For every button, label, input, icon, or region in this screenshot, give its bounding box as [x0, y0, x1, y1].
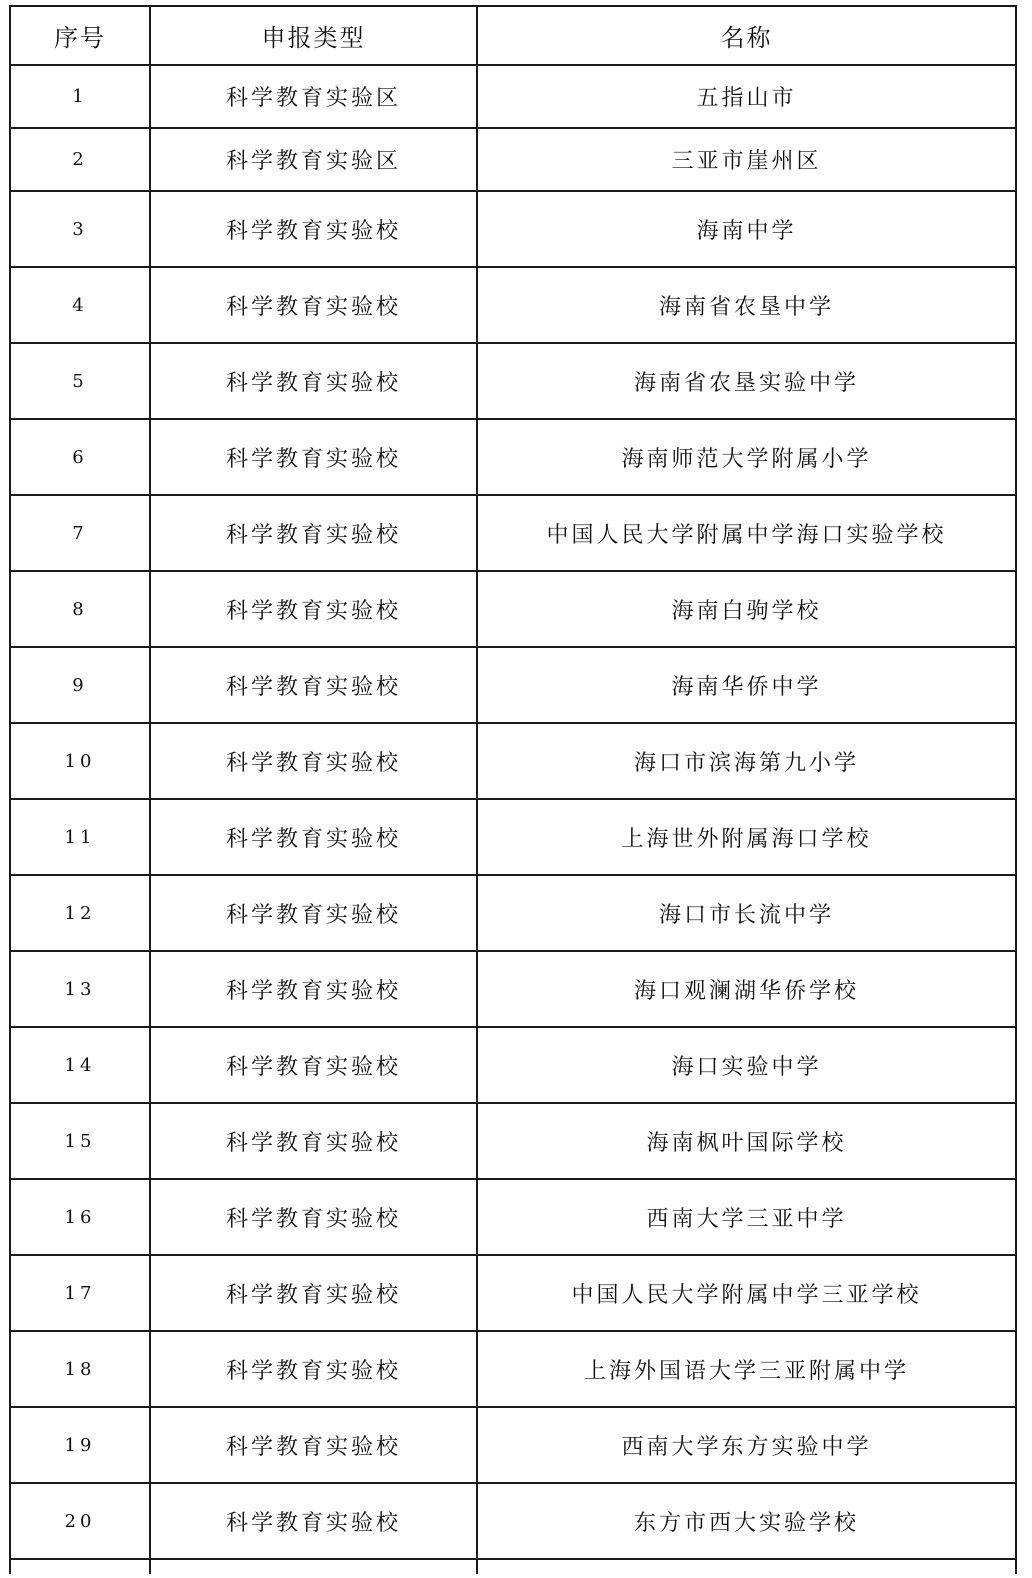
cell-no: 15: [10, 1103, 150, 1179]
cell-type: 科学教育实验校: [150, 647, 477, 723]
cell-type: 科学教育实验校: [150, 1027, 477, 1103]
cell-name: 五指山市: [477, 65, 1016, 128]
cell-type: 科学教育实验校: [150, 343, 477, 419]
cell-name: 海南华侨中学: [477, 647, 1016, 723]
table-row: [10, 1331, 1016, 1407]
cell-name: 上海外国语大学三亚附属中学: [477, 1331, 1016, 1407]
cell-no: 4: [10, 267, 150, 343]
cell-no: 8: [10, 571, 150, 647]
cell-type: 科学教育实验校: [150, 495, 477, 571]
cell-name: 海南省农垦实验中学: [477, 343, 1016, 419]
cell-type: 科学教育实验校: [150, 875, 477, 951]
cell-type: 科学教育实验校: [150, 419, 477, 495]
header-no: 序号: [10, 6, 150, 65]
cell-name: 西南大学东方实验中学: [477, 1407, 1016, 1483]
cell-no: 16: [10, 1179, 150, 1255]
table-row: [10, 191, 1016, 267]
cell-name: 海口实验中学: [477, 1027, 1016, 1103]
cell-name: 海南省农垦中学: [477, 267, 1016, 343]
cell-type: 科学教育实验校: [150, 571, 477, 647]
table-row: [10, 723, 1016, 799]
cell-no: 6: [10, 419, 150, 495]
header-type: 申报类型: [150, 6, 477, 65]
table-row-continuation: [10, 1559, 1016, 1574]
cell-type: 科学教育实验校: [150, 1103, 477, 1179]
cell-name: 海南白驹学校: [477, 571, 1016, 647]
table-row: [10, 1027, 1016, 1103]
table-row: [10, 1179, 1016, 1255]
header-row: [10, 6, 1016, 65]
header-name: 名称: [477, 6, 1016, 65]
cell-continuation: [10, 1559, 150, 1574]
cell-type: 科学教育实验校: [150, 1255, 477, 1331]
cell-continuation: [477, 1559, 1016, 1574]
table-row: [10, 495, 1016, 571]
cell-no: 17: [10, 1255, 150, 1331]
cell-name: 海南中学: [477, 191, 1016, 267]
table-row: [10, 267, 1016, 343]
cell-name: 中国人民大学附属中学三亚学校: [477, 1255, 1016, 1331]
table-row: [10, 65, 1016, 128]
cell-no: 1: [10, 65, 150, 128]
table-row: [10, 1103, 1016, 1179]
table-row: [10, 951, 1016, 1027]
table-row: [10, 875, 1016, 951]
table-row: [10, 419, 1016, 495]
cell-name: 中国人民大学附属中学海口实验学校: [477, 495, 1016, 571]
cell-type: 科学教育实验校: [150, 1407, 477, 1483]
cell-name: 海口市滨海第九小学: [477, 723, 1016, 799]
school-list-sheet: [9, 5, 1015, 1574]
cell-name: 海南枫叶国际学校: [477, 1103, 1016, 1179]
cell-name: 三亚市崖州区: [477, 128, 1016, 191]
cell-no: 7: [10, 495, 150, 571]
cell-name: 海口观澜湖华侨学校: [477, 951, 1016, 1027]
cell-no: 11: [10, 799, 150, 875]
table-row: [10, 799, 1016, 875]
cell-type: 科学教育实验校: [150, 267, 477, 343]
cell-continuation: [150, 1559, 477, 1574]
table-row: [10, 1407, 1016, 1483]
cell-type: 科学教育实验校: [150, 951, 477, 1027]
cell-no: 20: [10, 1483, 150, 1559]
cell-type: 科学教育实验区: [150, 128, 477, 191]
cell-no: 9: [10, 647, 150, 723]
cell-no: 12: [10, 875, 150, 951]
cell-name: 上海世外附属海口学校: [477, 799, 1016, 875]
cell-type: 科学教育实验校: [150, 1483, 477, 1559]
cell-no: 2: [10, 128, 150, 191]
table-row: [10, 128, 1016, 191]
cell-type: 科学教育实验校: [150, 1331, 477, 1407]
table-row: [10, 343, 1016, 419]
cell-type: 科学教育实验校: [150, 191, 477, 267]
cell-no: 3: [10, 191, 150, 267]
cell-name: 海口市长流中学: [477, 875, 1016, 951]
table-row: [10, 1255, 1016, 1331]
cell-type: 科学教育实验校: [150, 799, 477, 875]
cell-type: 科学教育实验区: [150, 65, 477, 128]
cell-no: 10: [10, 723, 150, 799]
cell-type: 科学教育实验校: [150, 723, 477, 799]
school-list-table: [9, 5, 1017, 1574]
cell-no: 14: [10, 1027, 150, 1103]
table-row: [10, 1483, 1016, 1559]
cell-no: 13: [10, 951, 150, 1027]
cell-type: 科学教育实验校: [150, 1179, 477, 1255]
cell-name: 西南大学三亚中学: [477, 1179, 1016, 1255]
cell-no: 5: [10, 343, 150, 419]
cell-name: 东方市西大实验学校: [477, 1483, 1016, 1559]
table-row: [10, 647, 1016, 723]
table-row: [10, 571, 1016, 647]
cell-no: 19: [10, 1407, 150, 1483]
cell-no: 18: [10, 1331, 150, 1407]
cell-name: 海南师范大学附属小学: [477, 419, 1016, 495]
